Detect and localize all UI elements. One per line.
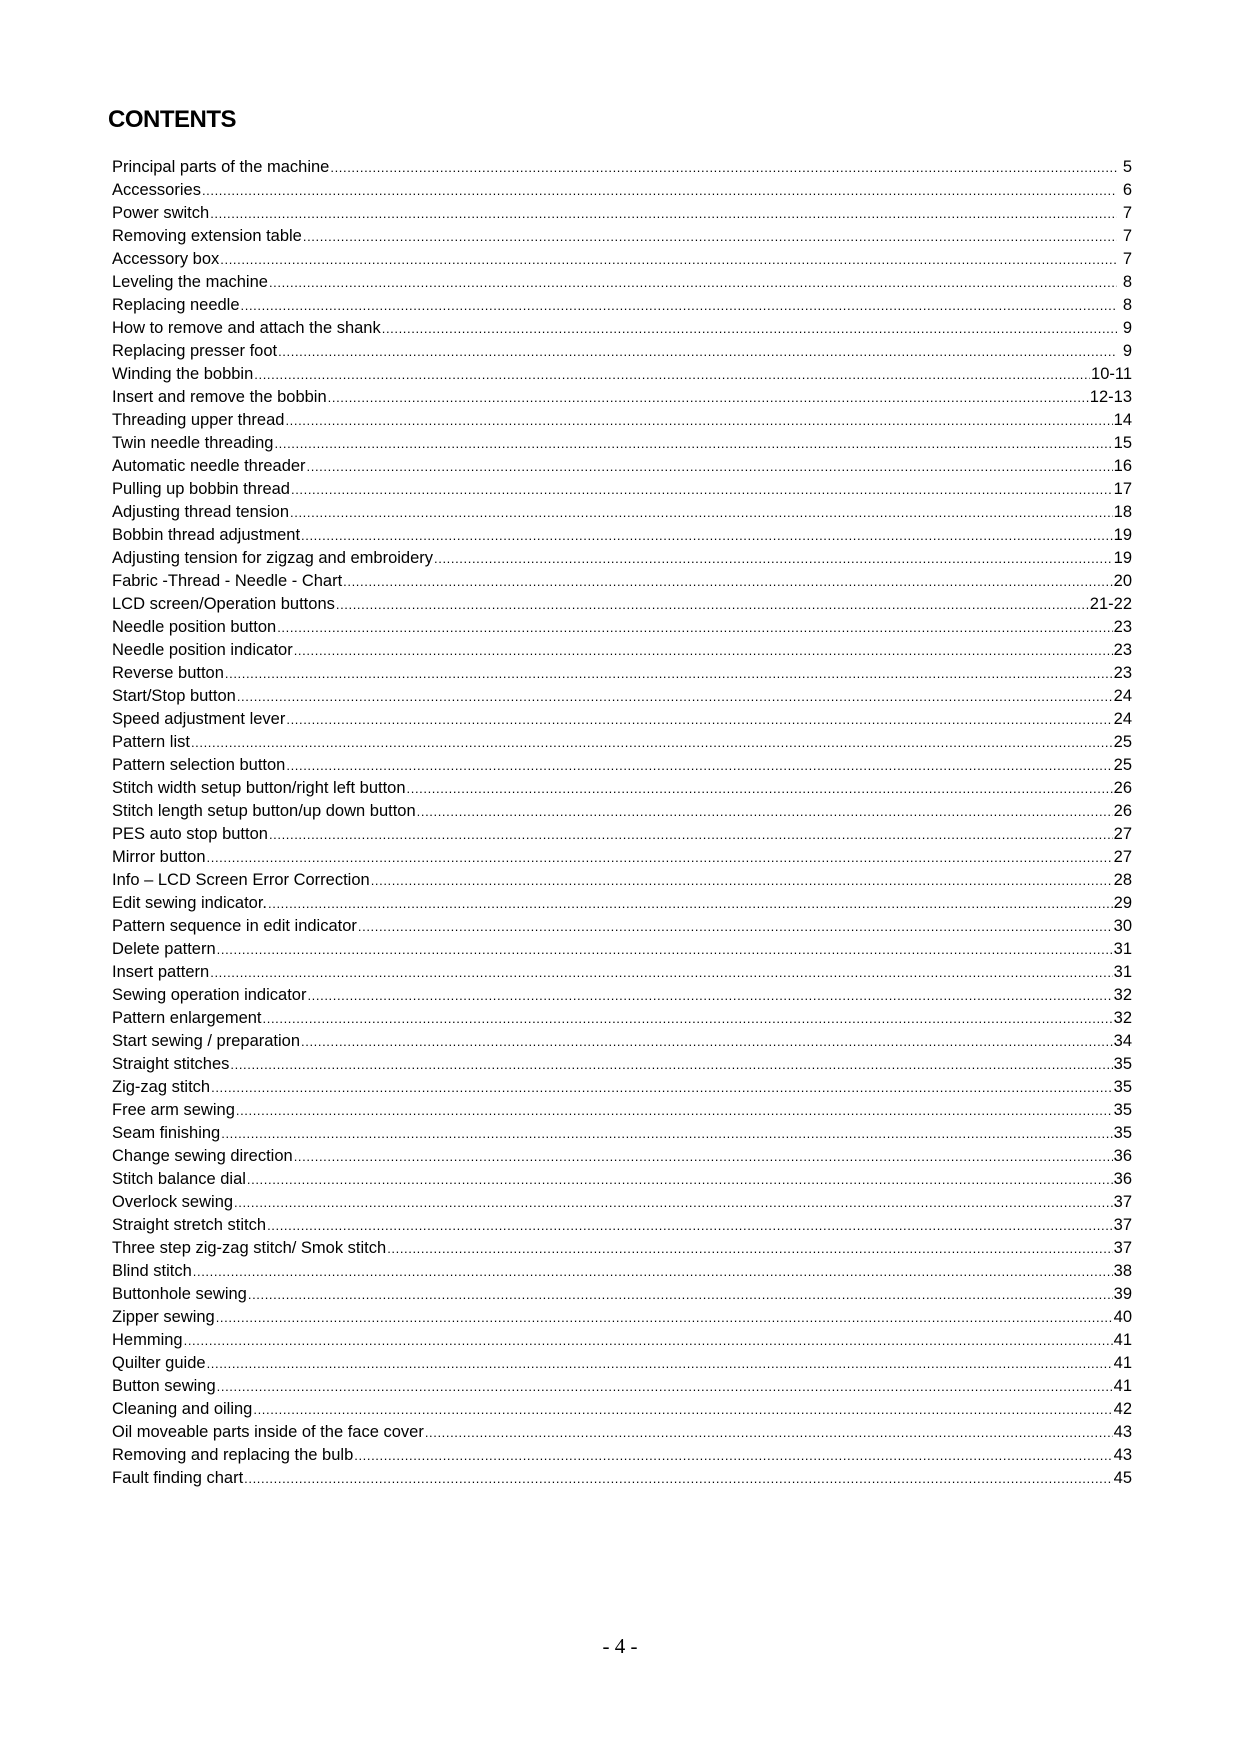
toc-dot-leader xyxy=(307,455,1113,478)
toc-entry-title: Cleaning and oiling xyxy=(112,1400,253,1418)
toc-entry-title: Quilter guide xyxy=(112,1354,206,1372)
toc-dot-leader xyxy=(217,1375,1113,1398)
toc-dot-leader xyxy=(184,1329,1113,1352)
toc-entry xyxy=(112,1191,1132,1214)
toc-entry-page: 41 xyxy=(1113,1377,1132,1395)
toc-dot-leader xyxy=(237,685,1113,708)
toc-entry xyxy=(112,156,1132,179)
toc-entry-page: 7 xyxy=(1122,227,1132,245)
toc-dot-leader xyxy=(417,800,1113,823)
toc-entry-title: Needle position button xyxy=(112,618,277,636)
toc-dot-leader xyxy=(207,846,1113,869)
toc-entry xyxy=(112,363,1132,386)
toc-entry-title: Straight stitches xyxy=(112,1055,230,1073)
toc-entry-title: Zig-zag stitch xyxy=(112,1078,211,1096)
toc-entry-title: How to remove and attach the shank xyxy=(112,319,381,337)
toc-dot-leader xyxy=(387,1237,1112,1260)
toc-entry xyxy=(112,432,1132,455)
toc-entry xyxy=(112,1398,1132,1421)
toc-entry-title: Stitch balance dial xyxy=(112,1170,246,1188)
table-of-contents xyxy=(112,156,1132,1490)
toc-entry-page: 27 xyxy=(1113,825,1132,843)
toc-dot-leader xyxy=(286,754,1112,777)
toc-entry xyxy=(112,616,1132,639)
toc-entry-title: Removing extension table xyxy=(112,227,302,245)
toc-dot-leader xyxy=(210,961,1112,984)
toc-entry-page: 23 xyxy=(1113,641,1132,659)
toc-entry xyxy=(112,1030,1132,1053)
toc-entry-page: 24 xyxy=(1113,687,1132,705)
toc-entry-page: 41 xyxy=(1113,1354,1132,1372)
toc-entry-title: Removing and replacing the bulb xyxy=(112,1446,354,1464)
toc-entry-page: 12-13 xyxy=(1089,388,1132,406)
toc-dot-leader xyxy=(343,570,1112,593)
toc-entry-page: 10-11 xyxy=(1091,365,1132,383)
toc-entry-page: 9 xyxy=(1122,342,1132,360)
toc-entry xyxy=(112,823,1132,846)
toc-entry-title: Sewing operation indicator xyxy=(112,986,307,1004)
toc-entry-page: 45 xyxy=(1113,1469,1132,1487)
toc-entry-page: 41 xyxy=(1113,1331,1132,1349)
toc-dot-leader xyxy=(285,409,1112,432)
toc-entry-title: Reverse button xyxy=(112,664,224,682)
toc-entry-page: 6 xyxy=(1122,181,1132,199)
toc-entry xyxy=(112,593,1132,616)
toc-entry xyxy=(112,409,1132,432)
toc-entry-page: 19 xyxy=(1113,549,1132,567)
toc-entry-page: 39 xyxy=(1113,1285,1132,1303)
toc-dot-leader xyxy=(278,340,1117,363)
toc-entry xyxy=(112,248,1132,271)
toc-entry-title: Fault finding chart xyxy=(112,1469,244,1487)
toc-entry xyxy=(112,317,1132,340)
toc-dot-leader xyxy=(407,777,1113,800)
toc-dot-leader xyxy=(286,708,1112,731)
toc-entry xyxy=(112,202,1132,225)
toc-entry-page: 15 xyxy=(1113,434,1132,452)
toc-dot-leader xyxy=(328,386,1089,409)
toc-entry-title: Principal parts of the machine xyxy=(112,158,330,176)
toc-dot-leader xyxy=(301,1030,1113,1053)
toc-entry-title: PES auto stop button xyxy=(112,825,268,843)
toc-entry xyxy=(112,524,1132,547)
toc-entry-page: 5 xyxy=(1122,158,1132,176)
toc-dot-leader xyxy=(371,869,1113,892)
toc-entry-page: 31 xyxy=(1113,963,1132,981)
toc-entry xyxy=(112,915,1132,938)
toc-entry-title: Oil moveable parts inside of the face cover xyxy=(112,1423,424,1441)
toc-entry-page: 32 xyxy=(1113,1009,1132,1027)
toc-dot-leader xyxy=(236,1099,1113,1122)
toc-entry-title: Stitch width setup button/right left button xyxy=(112,779,406,797)
toc-dot-leader xyxy=(263,1007,1113,1030)
toc-entry-page: 16 xyxy=(1113,457,1132,475)
toc-entry-page: 43 xyxy=(1113,1446,1132,1464)
toc-entry-title: Straight stretch stitch xyxy=(112,1216,267,1234)
toc-entry xyxy=(112,1007,1132,1030)
toc-entry-page: 7 xyxy=(1122,204,1132,222)
toc-entry-page: 31 xyxy=(1113,940,1132,958)
toc-dot-leader xyxy=(268,892,1113,915)
toc-dot-leader xyxy=(253,1398,1112,1421)
toc-entry-page: 25 xyxy=(1113,756,1132,774)
toc-dot-leader xyxy=(290,501,1113,524)
toc-entry-title: Zipper sewing xyxy=(112,1308,215,1326)
toc-entry-title: Edit sewing indicator. xyxy=(112,894,268,912)
toc-entry-page: 8 xyxy=(1122,273,1132,291)
toc-dot-leader xyxy=(230,1053,1112,1076)
toc-entry xyxy=(112,478,1132,501)
toc-entry-title: Threading upper thread xyxy=(112,411,285,429)
toc-entry xyxy=(112,754,1132,777)
toc-entry-title: Speed adjustment lever xyxy=(112,710,286,728)
toc-entry-page: 21-22 xyxy=(1089,595,1132,613)
toc-entry-title: Needle position indicator xyxy=(112,641,293,659)
toc-entry-page: 7 xyxy=(1122,250,1132,268)
toc-entry xyxy=(112,869,1132,892)
toc-entry-title: Delete pattern xyxy=(112,940,216,958)
toc-entry-title: Pattern sequence in edit indicator xyxy=(112,917,357,935)
toc-entry-page: 37 xyxy=(1113,1193,1132,1211)
toc-entry-title: Pattern enlargement xyxy=(112,1009,262,1027)
toc-entry-page: 18 xyxy=(1113,503,1132,521)
toc-entry-title: Replacing needle xyxy=(112,296,240,314)
toc-entry xyxy=(112,386,1132,409)
toc-entry-page: 23 xyxy=(1113,618,1132,636)
toc-dot-leader xyxy=(193,1260,1113,1283)
toc-entry-page: 35 xyxy=(1113,1124,1132,1142)
toc-dot-leader xyxy=(202,179,1117,202)
toc-dot-leader xyxy=(277,616,1112,639)
toc-entry-page: 8 xyxy=(1122,296,1132,314)
toc-entry-page: 17 xyxy=(1113,480,1132,498)
toc-entry-page: 43 xyxy=(1113,1423,1132,1441)
toc-entry-page: 9 xyxy=(1122,319,1132,337)
toc-entry xyxy=(112,1260,1132,1283)
toc-entry-title: Adjusting tension for zigzag and embroidery xyxy=(112,549,434,567)
toc-entry-title: Pulling up bobbin thread xyxy=(112,480,290,498)
toc-entry-title: Bobbin thread adjustment xyxy=(112,526,301,544)
toc-entry xyxy=(112,1076,1132,1099)
page-number: - 4 - xyxy=(602,1634,638,1658)
toc-entry-title: Adjusting thread tension xyxy=(112,503,290,521)
toc-entry-page: 32 xyxy=(1113,986,1132,1004)
toc-entry-title: Three step zig-zag stitch/ Smok stitch xyxy=(112,1239,387,1257)
toc-dot-leader xyxy=(291,478,1113,501)
toc-entry-title: Button sewing xyxy=(112,1377,216,1395)
toc-dot-leader xyxy=(434,547,1113,570)
toc-entry-page: 37 xyxy=(1113,1216,1132,1234)
toc-entry-title: Leveling the machine xyxy=(112,273,268,291)
toc-entry-title: Pattern list xyxy=(112,733,190,751)
toc-dot-leader xyxy=(294,639,1113,662)
toc-entry xyxy=(112,1214,1132,1237)
toc-dot-leader xyxy=(269,271,1117,294)
toc-dot-leader xyxy=(330,156,1117,179)
toc-entry-title: Blind stitch xyxy=(112,1262,192,1280)
toc-entry xyxy=(112,1467,1132,1490)
toc-entry xyxy=(112,1375,1132,1398)
toc-entry-page: 34 xyxy=(1113,1032,1132,1050)
toc-entry-page: 26 xyxy=(1113,779,1132,797)
toc-dot-leader xyxy=(274,432,1112,455)
toc-entry-page: 36 xyxy=(1113,1147,1132,1165)
toc-entry xyxy=(112,984,1132,1007)
toc-entry xyxy=(112,271,1132,294)
toc-entry xyxy=(112,1444,1132,1467)
toc-entry-title: Free arm sewing xyxy=(112,1101,235,1119)
toc-entry xyxy=(112,685,1132,708)
toc-entry-title: Replacing presser foot xyxy=(112,342,278,360)
toc-entry xyxy=(112,800,1132,823)
toc-entry xyxy=(112,294,1132,317)
toc-entry-title: Power switch xyxy=(112,204,210,222)
toc-dot-leader xyxy=(354,1444,1112,1467)
toc-dot-leader xyxy=(220,248,1117,271)
toc-dot-leader xyxy=(307,984,1112,1007)
toc-dot-leader xyxy=(425,1421,1113,1444)
toc-entry xyxy=(112,1053,1132,1076)
toc-entry-page: 27 xyxy=(1113,848,1132,866)
toc-entry xyxy=(112,1306,1132,1329)
toc-entry-title: Info – LCD Screen Error Correction xyxy=(112,871,370,889)
toc-entry-page: 29 xyxy=(1113,894,1132,912)
toc-entry xyxy=(112,1421,1132,1444)
toc-entry xyxy=(112,1122,1132,1145)
toc-dot-leader xyxy=(211,1076,1113,1099)
toc-entry-page: 28 xyxy=(1113,871,1132,889)
toc-entry xyxy=(112,1329,1132,1352)
toc-entry xyxy=(112,570,1132,593)
toc-entry xyxy=(112,892,1132,915)
toc-entry-page: 14 xyxy=(1113,411,1132,429)
toc-dot-leader xyxy=(303,225,1117,248)
toc-dot-leader xyxy=(269,823,1113,846)
toc-entry-page: 38 xyxy=(1113,1262,1132,1280)
toc-dot-leader xyxy=(358,915,1113,938)
toc-entry-title: Pattern selection button xyxy=(112,756,286,774)
toc-entry xyxy=(112,547,1132,570)
toc-dot-leader xyxy=(267,1214,1113,1237)
toc-entry-title: Start sewing / preparation xyxy=(112,1032,301,1050)
toc-entry xyxy=(112,225,1132,248)
toc-entry-page: 35 xyxy=(1113,1055,1132,1073)
page-title: CONTENTS xyxy=(108,106,236,133)
toc-entry-title: Mirror button xyxy=(112,848,206,866)
toc-entry-page: 19 xyxy=(1113,526,1132,544)
toc-entry-title: Insert and remove the bobbin xyxy=(112,388,327,406)
toc-entry-title: Hemming xyxy=(112,1331,183,1349)
toc-dot-leader xyxy=(336,593,1089,616)
toc-entry-title: Buttonhole sewing xyxy=(112,1285,247,1303)
toc-entry-title: Overlock sewing xyxy=(112,1193,234,1211)
toc-entry xyxy=(112,639,1132,662)
toc-entry xyxy=(112,938,1132,961)
toc-dot-leader xyxy=(217,938,1113,961)
toc-dot-leader xyxy=(241,294,1117,317)
toc-dot-leader xyxy=(294,1145,1113,1168)
toc-entry xyxy=(112,1099,1132,1122)
toc-entry-page: 36 xyxy=(1113,1170,1132,1188)
toc-dot-leader xyxy=(301,524,1113,547)
toc-dot-leader xyxy=(191,731,1113,754)
toc-entry xyxy=(112,846,1132,869)
toc-entry-title: Twin needle threading xyxy=(112,434,274,452)
toc-dot-leader xyxy=(247,1168,1113,1191)
toc-entry-title: Seam finishing xyxy=(112,1124,221,1142)
toc-dot-leader xyxy=(210,202,1117,225)
toc-dot-leader xyxy=(221,1122,1112,1145)
toc-dot-leader xyxy=(382,317,1117,340)
toc-entry-title: LCD screen/Operation buttons xyxy=(112,595,335,613)
toc-dot-leader xyxy=(248,1283,1113,1306)
toc-entry xyxy=(112,179,1132,202)
toc-entry-title: Start/Stop button xyxy=(112,687,236,705)
toc-entry-page: 40 xyxy=(1113,1308,1132,1326)
toc-dot-leader xyxy=(216,1306,1113,1329)
toc-entry xyxy=(112,662,1132,685)
toc-entry xyxy=(112,1237,1132,1260)
toc-entry-page: 30 xyxy=(1113,917,1132,935)
toc-entry-title: Accessories xyxy=(112,181,201,199)
toc-entry xyxy=(112,777,1132,800)
toc-entry-title: Fabric -Thread - Needle - Chart xyxy=(112,572,343,590)
toc-entry xyxy=(112,455,1132,478)
toc-entry xyxy=(112,961,1132,984)
toc-entry xyxy=(112,340,1132,363)
toc-entry xyxy=(112,1283,1132,1306)
toc-entry xyxy=(112,1352,1132,1375)
toc-entry xyxy=(112,501,1132,524)
toc-entry-page: 24 xyxy=(1113,710,1132,728)
toc-entry xyxy=(112,731,1132,754)
toc-entry-page: 35 xyxy=(1113,1078,1132,1096)
toc-entry xyxy=(112,708,1132,731)
toc-entry-page: 35 xyxy=(1113,1101,1132,1119)
toc-dot-leader xyxy=(234,1191,1113,1214)
toc-dot-leader xyxy=(254,363,1090,386)
toc-entry-page: 20 xyxy=(1113,572,1132,590)
toc-dot-leader xyxy=(244,1467,1112,1490)
toc-entry-page: 42 xyxy=(1113,1400,1132,1418)
toc-entry-page: 25 xyxy=(1113,733,1132,751)
toc-dot-leader xyxy=(225,662,1113,685)
toc-entry-title: Stitch length setup button/up down button xyxy=(112,802,416,820)
toc-entry xyxy=(112,1145,1132,1168)
toc-entry-title: Change sewing direction xyxy=(112,1147,293,1165)
toc-entry-page: 37 xyxy=(1113,1239,1132,1257)
toc-entry-page: 23 xyxy=(1113,664,1132,682)
toc-entry-page: 26 xyxy=(1113,802,1132,820)
toc-entry-title: Winding the bobbin xyxy=(112,365,254,383)
toc-entry-title: Accessory box xyxy=(112,250,220,268)
toc-entry-title: Insert pattern xyxy=(112,963,210,981)
toc-dot-leader xyxy=(207,1352,1113,1375)
toc-entry xyxy=(112,1168,1132,1191)
toc-entry-title: Automatic needle threader xyxy=(112,457,306,475)
